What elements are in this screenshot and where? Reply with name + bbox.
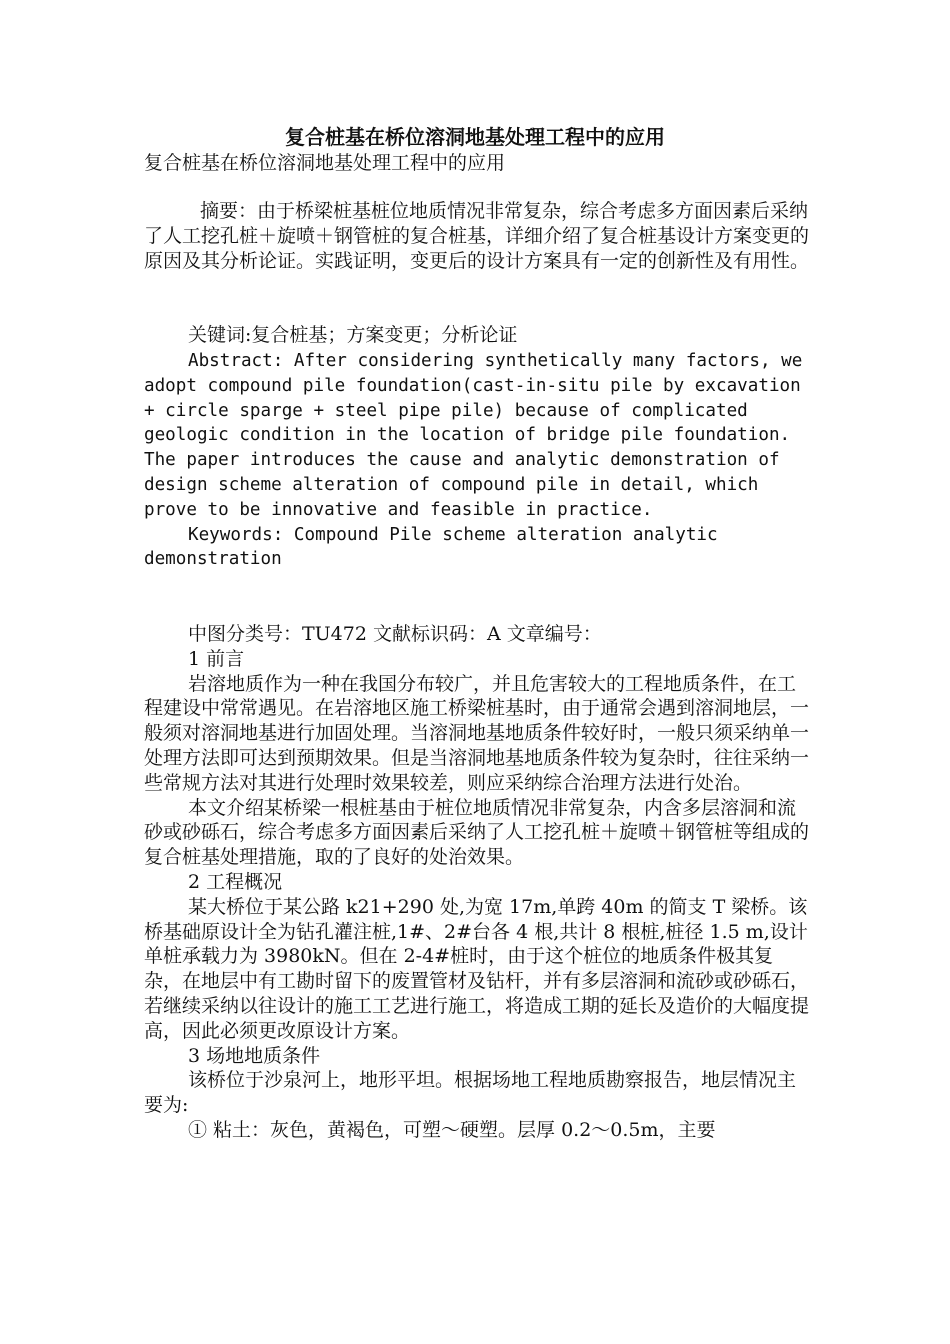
section3-heading: 3 场地地质条件 (188, 1044, 321, 1067)
keywords-cn-block (144, 323, 809, 348)
section2-heading: 2 工程概况 (188, 870, 283, 893)
section3-paragraph-1: 该桥位于沙泉河上，地形平坦。根据场地工程地质勘察报告，地层情况主要为: (144, 1069, 797, 1117)
keywords-cn: 关键词:复合桩基；方案变更；分析论证 (188, 324, 518, 346)
section2-paragraph-1: 某大桥位于某公路 k21+290 处,为宽 17m,单跨 40m 的简支 T 梁桥。该桥基础原设计全为钻孔灌注桩,1#、2#台各 4 根,共计 8 根桩,桩径 1.5 m,设计单桩承载力为 3980kN。但在 2-4#桩时，由于这个桩位的地质条件极其复杂，在地层中有工勘时留下的废置管材及钻杆，并有多层溶洞和流砂或砂砾石，若继续采纳以往设计的施工工艺进行施工，将造成工期的延长及造价的大幅度提高，因此必须更改原设计方案。 (144, 895, 810, 1042)
keywords-en: Keywords: Compound Pile scheme alteration analytic demonstration (144, 524, 718, 570)
section3-item-1: ① 粘土：灰色，黄褐色，可塑～硬塑。层厚 0.2～0.5m，主要 (188, 1118, 716, 1141)
section1-paragraph-2: 本文介绍某桥梁一根桩基由于桩位地质情况非常复杂，内含多层溶洞和流砂或砂砾石，综合考虑多方面因素后采纳了人工挖孔桩＋旋喷＋钢管桩等组成的复合桩基处理措施，取的了良好的处治效果。 (144, 796, 810, 869)
abstract-cn: 摘要：由于桥梁桩基桩位地质情况非常复杂，综合考虑多方面因素后采纳了人工挖孔桩＋旋喷＋钢管桩的复合桩基，详细介绍了复合桩基设计方案变更的原因及其分析论证。实践证明，变更后的设计方案具有一定的创新性及有用性。 (144, 200, 810, 272)
body-block (144, 622, 809, 1143)
section1-heading: 1 前言 (188, 647, 245, 670)
abstract-en-block (144, 349, 809, 572)
abstract-cn-block (144, 199, 809, 273)
section1-paragraph-1: 岩溶地质作为一种在我国分布较广，并且危害较大的工程地质条件，在工程建设中常常遇见。在岩溶地区施工桥梁桩基时，由于通常会遇到溶洞地层，一般须对溶洞地基进行加固处理。当溶洞地基地质条件较好时，一般只须采纳单一处理方法即可达到预期效果。但是当溶洞地基地质条件较为复杂时，往往采纳一些常规方法对其进行处理时效果较差，则应采纳综合治理方法进行处治。 (144, 672, 810, 794)
abstract-en: Abstract: After considering synthetically many factors, we adopt compound pile foundation(cast-in-situ pile by excavation + circle sparge + steel pipe pile) because of complicated geologic condition in the location of bridge pile foundation. The paper introduces the cause and analytic demonstration of design scheme alteration of compound pile in detail, which prove to be innovative and feasible in practice. (144, 351, 803, 520)
classification-line: 中图分类号：TU472 文献标识码：A 文章编号： (188, 623, 602, 645)
document-subtitle: 复合桩基在桥位溶洞地基处理工程中的应用 (144, 152, 506, 174)
document-title: 复合桩基在桥位溶洞地基处理工程中的应用 (285, 125, 665, 149)
